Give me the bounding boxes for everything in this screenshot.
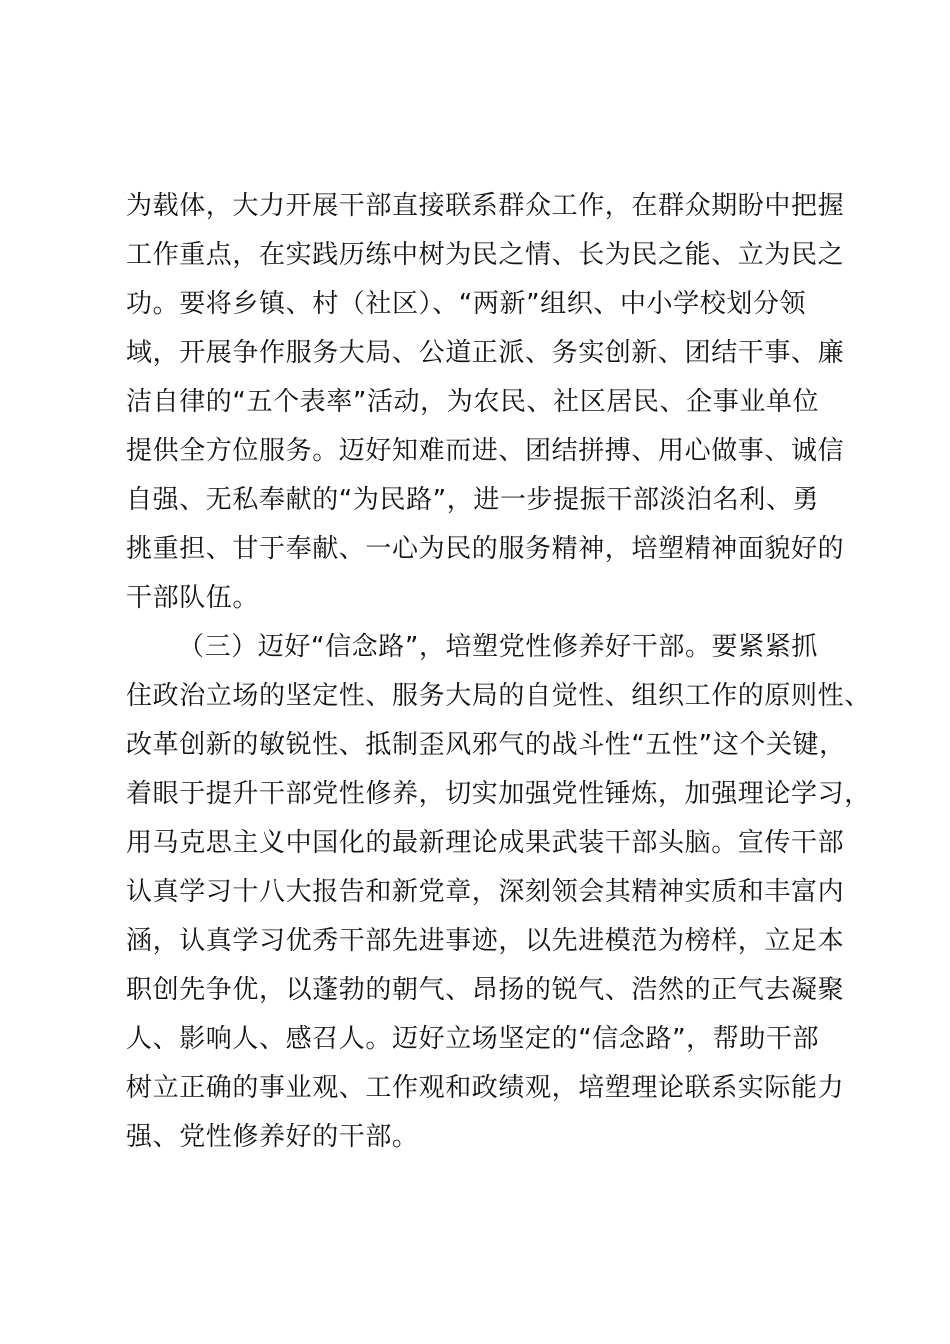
text-line: 为载体，大力开展干部直接联系群众工作，在群众期盼中把握	[126, 191, 845, 221]
text-line: 功。要将乡镇、村（社区）、“两新”组织、中小学校划分领	[126, 289, 807, 319]
text-line: 着眼于提升干部党性修养，切实加强党性锤炼，加强理论学习，	[126, 779, 871, 809]
section-heading-line: （三）迈好“信念路”，培塑党性修养好干部。要紧紧抓	[178, 632, 818, 662]
text-line: 自强、无私奉献的“为民路”，进一步提振干部淡泊名利、勇	[126, 485, 820, 515]
text-line: 职创先争优，以蓬勃的朝气、昂扬的锐气、浩然的正气去凝聚	[126, 975, 845, 1005]
text-line: 工作重点，在实践历练中树为民之情、长为民之能、立为民之	[126, 240, 845, 270]
text-line: 树立正确的事业观、工作观和政绩观，培塑理论联系实际能力	[126, 1073, 845, 1103]
text-line: 域，开展争作服务大局、公道正派、务实创新、团结干事、廉	[126, 338, 845, 368]
text-line: 改革创新的敏锐性、抵制歪风邪气的战斗性“五性”这个关键，	[126, 730, 846, 760]
text-line: 挑重担、甘于奉献、一心为民的服务精神，培塑精神面貌好的	[126, 534, 845, 564]
text-line: 认真学习十八大报告和新党章，深刻领会其精神实质和丰富内	[126, 877, 845, 907]
text-line: 人、影响人、感召人。迈好立场坚定的“信念路”，帮助干部	[126, 1024, 820, 1054]
body-text	[126, 182, 871, 1162]
text-line: 涵，认真学习优秀干部先进事迹，以先进模范为榜样，立足本	[126, 926, 845, 956]
text-line: 强、党性修养好的干部。	[126, 1122, 419, 1152]
text-line: 住政治立场的坚定性、服务大局的自觉性、组织工作的原则性、	[126, 681, 871, 711]
text-line: 洁自律的“五个表率”活动，为农民、社区居民、企事业单位	[126, 387, 820, 417]
text-line: 提供全方位服务。迈好知难而进、团结拼搏、用心做事、诚信	[126, 436, 845, 466]
text-line: 干部队伍。	[126, 583, 260, 613]
text-line: 用马克思主义中国化的最新理论成果武装干部头脑。宣传干部	[126, 828, 845, 858]
